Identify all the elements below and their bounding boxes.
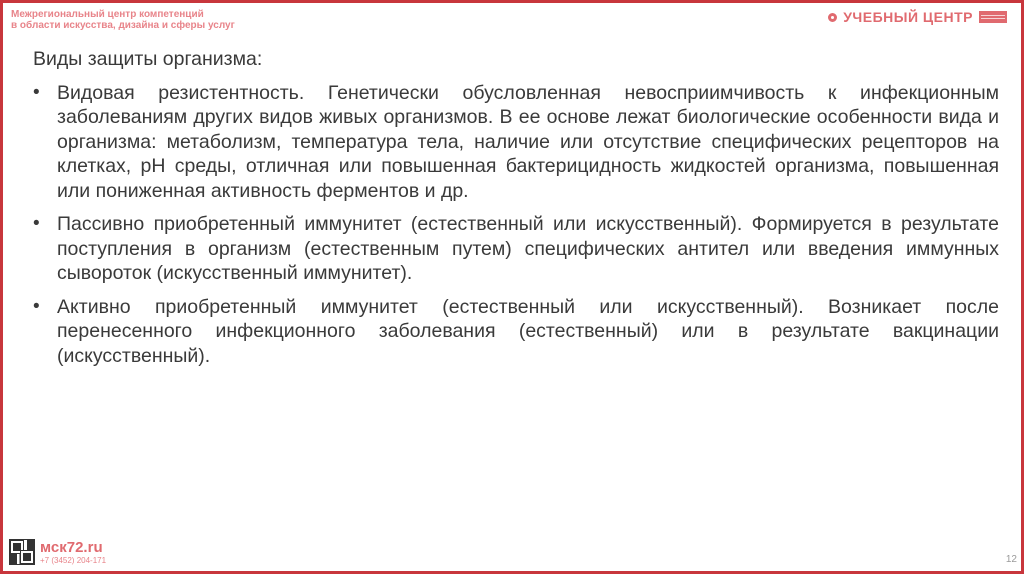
page-number: 12: [1005, 554, 1017, 565]
circle-logo-icon: [828, 13, 837, 22]
organization-line-2: в области искусства, дизайна и сферы услуг: [11, 20, 235, 31]
footer-text: [40, 540, 106, 565]
logo-text: УЧЕБНЫЙ ЦЕНТР: [843, 9, 973, 25]
bullet-text: Активно приобретенный иммунитет (естественный или искусственный). Возникает после перенесенного инфекционного заболевания (естественный) или в результате вакцинации (искусственный).: [57, 295, 999, 367]
bullet-item: [33, 295, 999, 369]
bullet-icon: •: [33, 213, 40, 234]
bullet-item: [33, 81, 999, 204]
qr-code-icon: [9, 539, 35, 565]
website-link[interactable]: мск72.ru: [40, 538, 103, 556]
footer-contacts: [9, 539, 106, 565]
bullet-item: [33, 212, 999, 286]
training-center-logo: [828, 9, 1007, 25]
bullet-text: Пассивно приобретенный иммунитет (естественный или искусственный). Формируется в результате поступления в организм (естественным путем) специфических антител или введения иммунных сывороток (искусственный иммунитет).: [57, 213, 999, 284]
bullet-icon: •: [33, 81, 40, 103]
bullet-icon: •: [33, 295, 40, 317]
bullet-list: [33, 81, 999, 369]
slide-content: [33, 47, 999, 377]
phone-number: +7 (3452) 204-171: [40, 555, 107, 565]
organization-name: [11, 9, 235, 31]
logo-tagline-graphic: [979, 11, 1007, 23]
bullet-text: Видовая резистентность. Генетически обусловленная невосприимчивость к инфекционным заболеваниям других видов живых организмов. В ее основе лежат биологические особенности вида и организма: метаболизм, температура тела, наличие или отсутствие специфических рецепторов на клетках, рН среды, отличная или повышенная бактерицидность жидкостей организма, повышенная или пониженная активность ферментов и др.: [57, 81, 999, 202]
organization-line-1: Межрегиональный центр компетенций: [11, 9, 204, 20]
slide-heading: Виды защиты организма:: [33, 48, 263, 70]
